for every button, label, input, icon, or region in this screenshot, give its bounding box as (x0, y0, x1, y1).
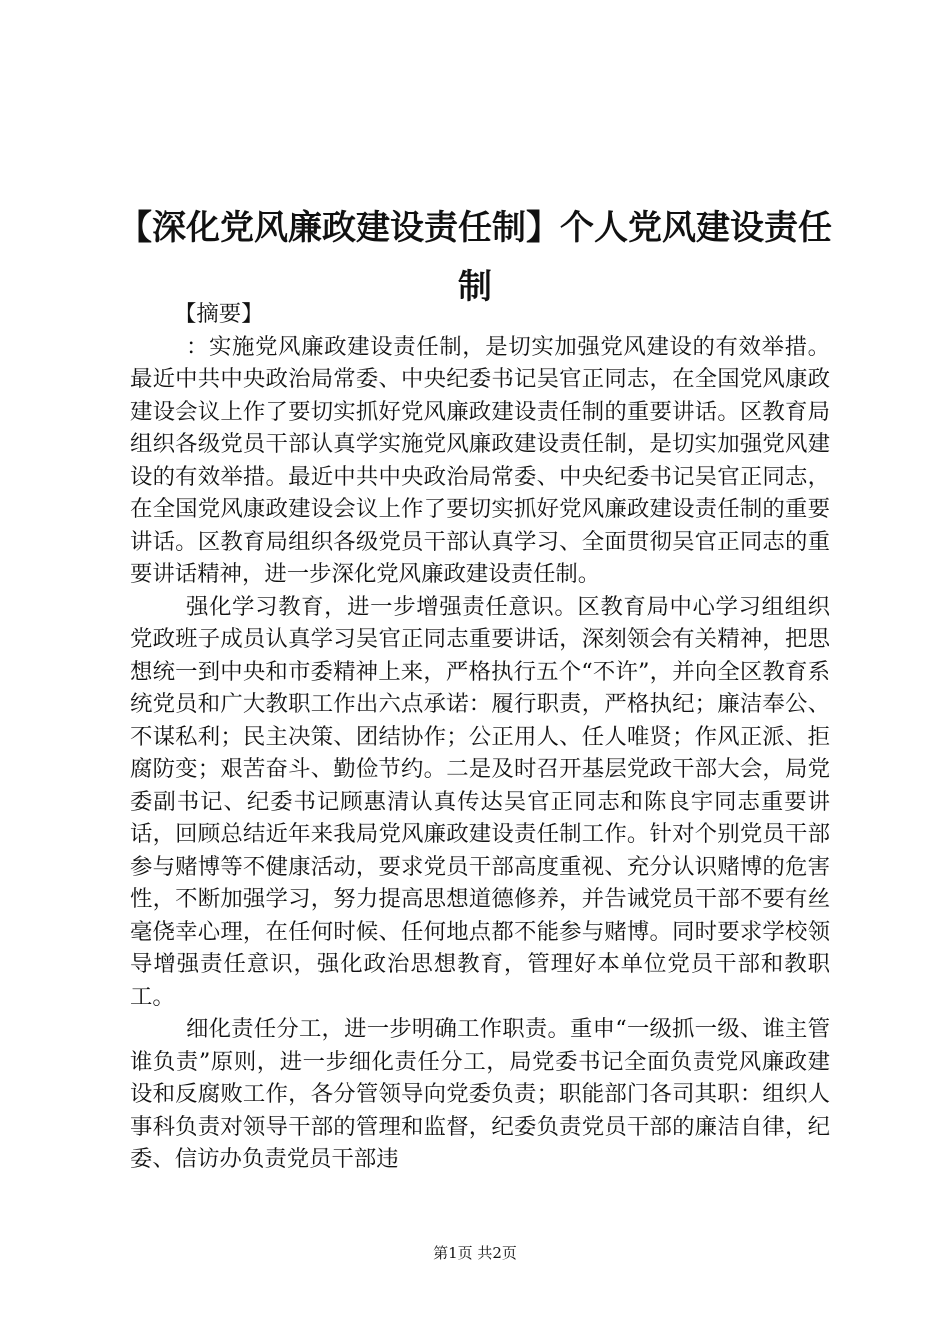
document-body (130, 298, 830, 1176)
page-footer: 第1页 共2页 (433, 1244, 517, 1262)
paragraph-study-education: 强化学习教育，进一步增强责任意识。区教育局中心学习组组织党政班子成员认真学习吴官正同志重要讲话，深刻领会有关精神，把思想统一到中央和市委精神上来，严格执行五个“不许”，并向全区教育系统党员和广大教职工作出六点承诺：履行职责，严格执纪；廉洁奉公、不谋私利；民主决策、团结协作；公正用人、任人唯贤；作风正派、拒腐防变；艰苦奋斗、勤俭节约。二是及时召开基层党政干部大会，局党委副书记、纪委书记顾惠清认真传达吴官正同志和陈良宇同志重要讲话，回顾总结近年来我局党风廉政建设责任制工作。针对个别党员干部参与赌博等不健康活动，要求党员干部高度重视、充分认识赌博的危害性，不断加强学习，努力提高思想道德修养，并告诫党员干部不要有丝毫侥幸心理，在任何时候、任何地点都不能参与赌博。同时要求学校领导增强责任意识，强化政治思想教育，管理好本单位党员干部和教职工。 (130, 593, 830, 1010)
paragraph-abstract: ：实施党风廉政建设责任制，是切实加强党风建设的有效举措。最近中共中央政治局常委、中央纪委书记吴官正同志，在全国党风康政建设会议上作了要切实抓好党风廉政建设责任制的重要讲话。区教育局组织各级党员干部认真学实施党风廉政建设责任制，是切实加强党风建设的有效举措。最近中共中央政治局常委、中央纪委书记吴官正同志，在全国党风康政建设会议上作了要切实抓好党风廉政建设责任制的重要讲话。区教育局组织各级党员干部认真学习、全面贯彻吴官正同志的重要讲话精神，进一步深化党风廉政建设责任制。 (130, 333, 830, 587)
abstract-label: 【摘要】 (174, 301, 264, 327)
document-title: 【深化党风廉政建设责任制】个人党风建设责任制 (118, 207, 832, 307)
paragraph-responsibility-division: 细化责任分工，进一步明确工作职责。重申“一级抓一级、谁主管谁负责”原则，进一步细化责任分工，局党委书记全面负责党风廉政建设和反腐败工作，各分管领导向党委负责；职能部门各司其职：组织人事科负责对领导干部的管理和监督，纪委负责党员干部的廉洁自律，纪委、信访办负责党员干部违 (130, 1016, 830, 1172)
